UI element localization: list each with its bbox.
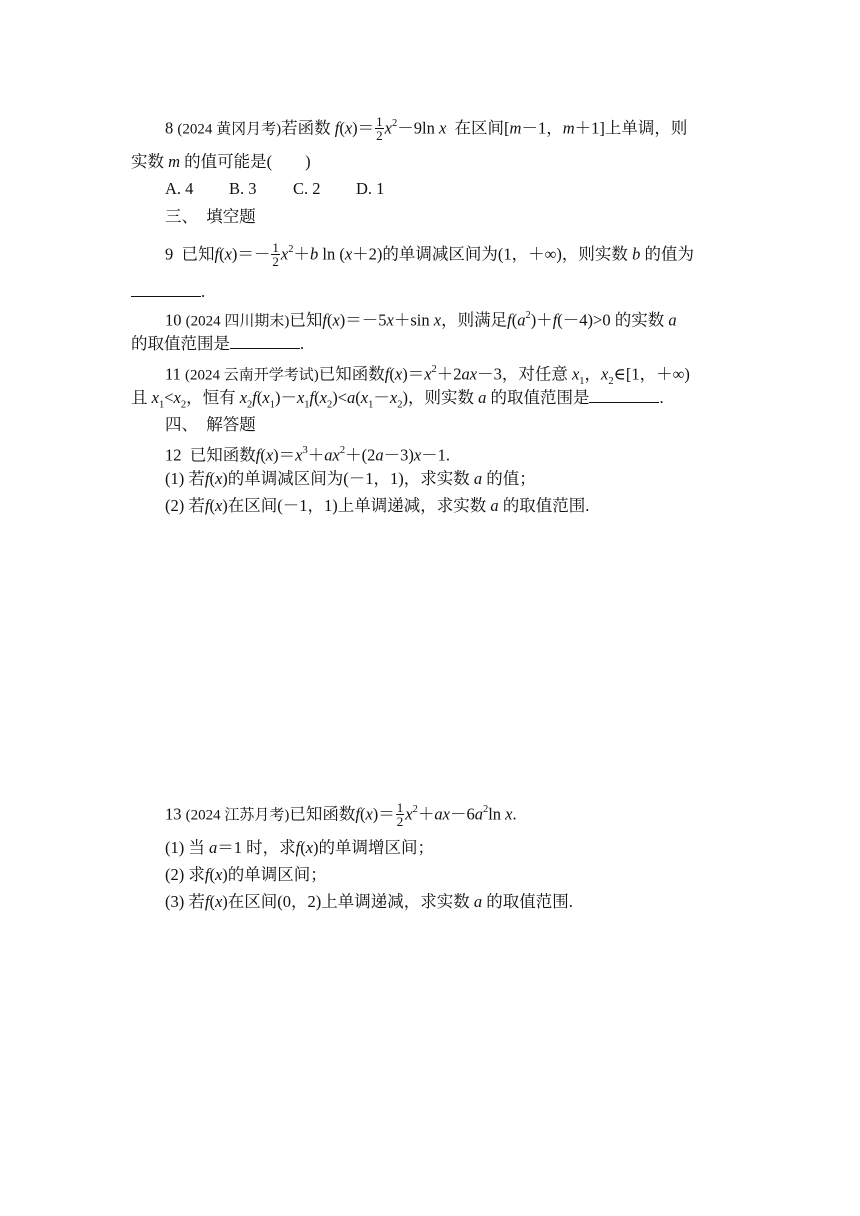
q8-line-2: 实数 m 的值可能是( ) (131, 152, 311, 171)
q11-stem-c: ∈[1，＋∞) (613, 364, 690, 384)
q13-stem-text: 已知函数 (289, 804, 356, 824)
q11-source: (2024 云南开学考试) (185, 367, 319, 384)
q8-stem-b: 在区间[ (454, 118, 510, 138)
q9-line-1: 9 已知f(x)＝－ $\frac{1}{2}$ $x^2+b$ ln (x＋2)的单调减区间为(1，＋∞)，则实数 b 的值为 (165, 240, 694, 270)
q11-line-2: 且 $x_1<x_2$，恒有 $x_2f(x_1)-x_1f(x_2)<a(x_1-x_2)$，则实数 a 的取值范围是 . (131, 388, 664, 411)
q9-stem-c: 的值为 (640, 244, 694, 264)
q11-number: 11 (165, 364, 181, 384)
q8-stem-d: ＋1]上单调，则 (574, 118, 688, 138)
q8-stem-a: 若函数 (281, 118, 335, 138)
q13-p3-b: 在区间(0，2)上单调递减，求实数 (227, 892, 474, 911)
q8-fraction: $\frac{1}{2}$ (376, 114, 383, 144)
q8-line2-a: 实数 (131, 152, 169, 171)
q12-part-2: (2) 若f(x)在区间(－1，1)上单调递减，求实数 a 的取值范围. (165, 496, 590, 515)
q8-option-c: C. 2 (293, 179, 321, 198)
q10-line-1: 10 (2024 四川期末)已知f(x)＝－5x＋sin x，则满足$f(a^2)+f(-4)>0$ 的实数 a (165, 310, 677, 330)
q12-p2-c: 的取值范围. (498, 496, 590, 515)
q8-stem-c: －1， (521, 118, 563, 138)
q11-answer-blank[interactable] (589, 388, 659, 403)
q11-line-1: 11 (2024 云南开学考试)已知函数$f(x)=x^2+2ax-3$，对任意 $x_1$，$x_2\in[1$，＋∞) (165, 364, 690, 387)
q8-option-b: B. 3 (229, 179, 257, 198)
q13-stem: 13 (2024 江苏月考)已知函数f(x)＝ $\frac{1}{2}$ $x^2+ax-6a^2\ln$ x. (165, 800, 517, 830)
q8-number: 8 (165, 118, 174, 138)
q13-number: 13 (165, 804, 182, 824)
q13-p1-c: 的单调增区间； (318, 838, 435, 857)
q9-fraction: $\frac{1}{2}$ (272, 240, 279, 270)
q8-option-d: D. 1 (356, 179, 385, 198)
q13-p3-a: (3) 若 (165, 892, 205, 911)
q12-p1-c: 的值； (482, 469, 536, 488)
q12-stem-text: 已知函数 (189, 445, 256, 465)
q11-line2-a: 且 (131, 388, 152, 407)
q10-answer-blank[interactable] (230, 334, 300, 349)
q10-stem-b: ，则满足 (441, 310, 508, 330)
q11-stem-b: ，对任意 (501, 364, 572, 384)
q9-answer-blank[interactable] (131, 282, 201, 297)
q8-option-a: A. 4 (165, 179, 194, 198)
q12-part-1: (1) 若f(x)的单调减区间为(－1，1)，求实数 a 的值； (165, 469, 536, 488)
q9-stem-a: 已知 (181, 244, 215, 264)
q12-number: 12 (165, 445, 182, 465)
q9-stem-b: 的单调减区间为(1，＋∞)，则实数 (382, 244, 633, 264)
q11-line2-c: ，则实数 (407, 388, 479, 407)
q8-line2-b: 的值可能是( ) (180, 152, 311, 171)
q13-part-3: (3) 若f(x)在区间(0，2)上单调递减，求实数 a 的取值范围. (165, 892, 573, 911)
q13-part-1: (1) 当 a＝1 时，求f(x)的单调增区间； (165, 838, 435, 857)
q13-part-2: (2) 求f(x)的单调区间； (165, 865, 327, 884)
q11-line2-b: ，恒有 (186, 388, 240, 407)
q10-line-2: 的取值范围是 . (131, 334, 305, 353)
q13-p2-a: (2) 求 (165, 865, 205, 884)
q10-stem-c: >0 的实数 (593, 310, 669, 330)
q10-source: (2024 四川期末) (185, 313, 290, 330)
q11-line2-d: 的取值范围是 (486, 388, 590, 407)
q13-source: (2024 江苏月考) (185, 807, 290, 824)
q8-line-1: 8 (2024 黄冈月考)若函数 f(x)＝ $\frac{1}{2}$ $x^2-9\ln$ x 在区间[m－1，m＋1]上单调，则 (165, 114, 688, 144)
q9-line-2: . (131, 281, 205, 303)
q13-p3-c: 的取值范围. (482, 892, 573, 911)
q11-stem-a: 已知函数 (318, 364, 385, 384)
q12-p2-a: (2) 若 (165, 496, 205, 515)
q13-p1-a: (1) 当 (165, 838, 209, 857)
q8-source: (2024 黄冈月考) (177, 121, 282, 138)
q12-stem: 12 已知函数$f(x)=x^3+ax^2+(2a-3)x-1$. (165, 445, 451, 465)
section-3-title: 三、 填空题 (165, 207, 256, 226)
section-4-title: 四、 解答题 (165, 415, 256, 434)
q9-number: 9 (165, 244, 174, 264)
q12-p1-b: 的单调减区间为(－1，1)，求实数 (227, 469, 474, 488)
q10-stem-a: 已知 (289, 310, 323, 330)
q13-fraction: $\frac{1}{2}$ (396, 800, 404, 830)
q10-number: 10 (165, 310, 182, 330)
q12-p2-b: 在区间(－1，1)上单调递减，求实数 (227, 496, 491, 515)
q13-p1-b: ＝1 时，求 (217, 838, 296, 857)
q12-p1-a: (1) 若 (165, 469, 205, 488)
q10-line2: 的取值范围是 (131, 334, 230, 353)
q13-p2-b: 的单调区间； (227, 865, 327, 884)
